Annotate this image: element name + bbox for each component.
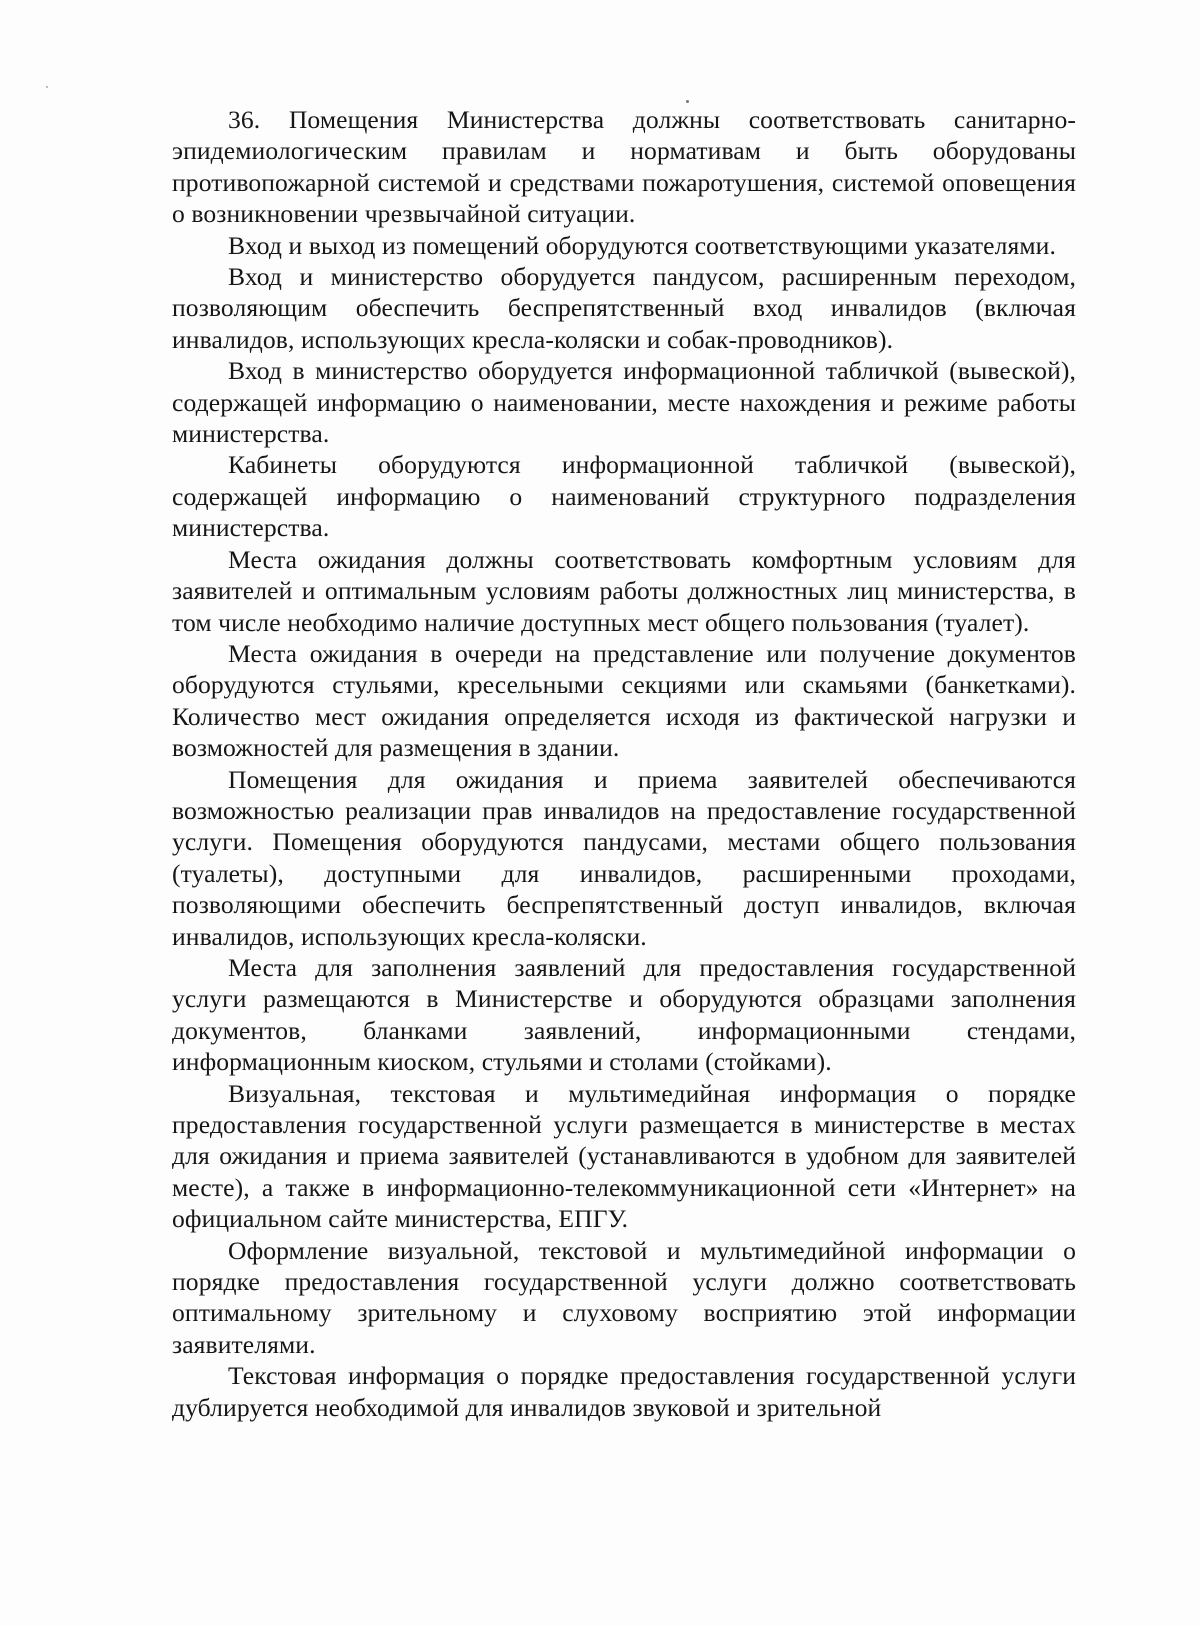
paragraph-visual-information-placement: Визуальная, текстовая и мультимедийная информация о порядке предоставления государственной услуги размещается в министерстве в местах для ожидания и приема заявителей (устанавливаются в удобном для заявителей месте), а также в информационно-телекоммуникационной сети «Интернет» на официальном сайте министерства, ЕПГУ.: [172, 1078, 1076, 1234]
paragraph-information-design: Оформление визуальной, текстовой и мультимедийной информации о порядке предоставления государственной услуги должно соответствовать оптимальному зрительному и слуховому восприятию этой информации заявителями.: [172, 1235, 1076, 1359]
paragraph-entrance-signboard: Вход в министерство оборудуется информационной табличкой (вывеской), содержащей информацию о наименовании, месте нахождения и режиме работы министерства.: [172, 356, 1076, 449]
paragraph-application-filling-places: Места для заполнения заявлений для предоставления государственной услуги размещаются в Министерстве и оборудуются образцами заполнения документов, бланками заявлений, информационными стендами, информационным киоском, стульями и столами (стойками).: [172, 952, 1076, 1077]
paragraph-waiting-areas-comfort: Места ожидания должны соответствовать комфортным условиям для заявителей и оптимальным условиям работы должностных лиц министерства, в том числе необходимо наличие доступных мест общего пользования (туалет).: [172, 544, 1076, 637]
paragraph-entrance-exit-signs: Вход и выход из помещений оборудуются соответствующими указателями.: [228, 230, 1056, 260]
document-body: [172, 104, 1076, 1423]
scan-speck: [46, 86, 48, 88]
scan-speck: [686, 100, 689, 103]
paragraph-waiting-seating: Места ожидания в очереди на представление или получение документов оборудуются стульями, кресельными секциями или скамьями (банкетками). Количество мест ожидания определяется исходя из фактической нагрузки и возможностей для размещения в здании.: [172, 638, 1076, 763]
paragraph-36-premises-requirements: 36. Помещения Министерства должны соответствовать санитарно-эпидемиологическим правилам и нормативам и быть оборудованы противопожарной системой и средствами пожаротушения, системой оповещения о возникновении чрезвычайной ситуации.: [172, 105, 1076, 229]
paragraph-ramp-access: Вход и министерство оборудуется пандусом, расширенным переходом, позволяющим обеспечить беспрепятственный вход инвалидов (включая инвалидов, использующих кресла-коляски и собак-проводников).: [172, 262, 1076, 354]
paragraph-office-signboards: Кабинеты оборудуются информационной табличкой (вывеской), содержащей информацию о наименований структурного подразделения министерства.: [172, 450, 1076, 543]
paragraph-disabled-access: Помещения для ожидания и приема заявителей обеспечиваются возможностью реализации прав инвалидов на предоставление государственной услуги. Помещения оборудуются пандусами, местами общего пользования (туалеты), доступными для инвалидов, расширенными проходами, позволяющими обеспечить беспрепятственный доступ инвалидов, включая инвалидов, использующих кресла-коляски.: [172, 764, 1076, 951]
paragraph-text-information-duplication: Текстовая информация о порядке предоставления государственной услуги дублируется необходимой для инвалидов звуковой и зрительной: [172, 1361, 1076, 1422]
